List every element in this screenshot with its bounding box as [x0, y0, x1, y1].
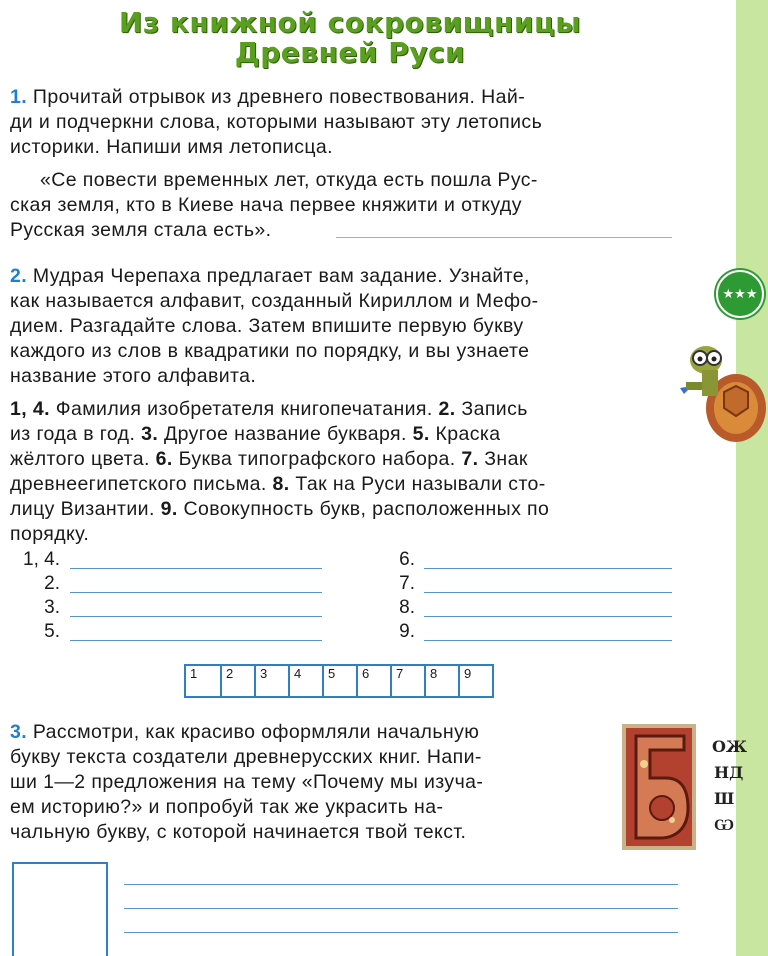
- ornament-text-1: ОЖ: [712, 737, 747, 756]
- task3-line-2: букву текста создатели древнерусских книг. Напи-: [10, 746, 482, 768]
- task2-line-2: как называется алфавит, созданный Кириллом и Мефо-: [10, 290, 539, 312]
- task3-line-5: чальную букву, с которой начинается твой текст.: [10, 821, 467, 843]
- wise-turtle-icon: [676, 330, 768, 450]
- task2-clue-line-2: из года в год. 3. Другое название букваря. 5. Краска: [10, 423, 501, 445]
- answer-label-1-4: 1, 4.: [23, 549, 60, 570]
- stars-badge-icon: ★★★: [716, 270, 764, 318]
- answer-label-3: 3.: [44, 597, 60, 618]
- task1-line-2: ди и подчеркни слова, которыми называют эту летопись: [10, 111, 543, 133]
- ornament-text-3: Ш: [714, 789, 735, 808]
- task2-clue-line-3: жёлтого цвета. 6. Буква типографского набора. 7. Знак: [10, 448, 528, 470]
- answer-line-6[interactable]: [424, 568, 672, 569]
- answer-line-1-4[interactable]: [70, 568, 322, 569]
- task2-clue-line-1: 1, 4. Фамилия изобретателя книгопечатания. 2. Запись: [10, 398, 528, 420]
- task3-write-line-1[interactable]: [124, 884, 678, 885]
- grid-cell-3[interactable]: 3: [254, 666, 288, 696]
- task1-quote-line-2: ская земля, кто в Киеве нача первее княжити и откуду: [10, 194, 522, 216]
- task1-number: 1.: [10, 86, 28, 108]
- task1-answer-line[interactable]: [336, 237, 672, 238]
- task2-clue-line-4: древнеегипетского письма. 8. Так на Руси называли сто-: [10, 473, 546, 495]
- grid-cell-1[interactable]: 1: [190, 666, 198, 681]
- task3-line-3: ши 1—2 предложения на тему «Почему мы изуча-: [10, 771, 484, 793]
- answer-label-9: 9.: [399, 621, 415, 642]
- grid-cell-7[interactable]: 7: [390, 666, 424, 696]
- answer-line-2[interactable]: [70, 592, 322, 593]
- task2-line-1: 2. Мудрая Черепаха предлагает вам задание. Узнайте,: [10, 265, 530, 287]
- answer-label-6: 6.: [399, 549, 415, 570]
- grid-cell-8[interactable]: 8: [424, 666, 458, 696]
- task3-write-line-2[interactable]: [124, 908, 678, 909]
- task2-number: 2.: [10, 265, 28, 287]
- task3-write-line-3[interactable]: [124, 932, 678, 933]
- task1-quote-line-3: Русская земля стала есть».: [10, 219, 272, 241]
- task2-clue-line-6: порядку.: [10, 523, 90, 545]
- task1-quote-line-1: «Се повести временных лет, откуда есть пошла Рус-: [40, 169, 538, 191]
- answer-label-2: 2.: [44, 573, 60, 594]
- ornament-text-2: НД: [714, 763, 744, 782]
- answer-label-8: 8.: [399, 597, 415, 618]
- answer-label-7: 7.: [399, 573, 415, 594]
- answer-label-5: 5.: [44, 621, 60, 642]
- initial-letter-drawing-box[interactable]: [12, 862, 108, 956]
- decorated-initial-letter-image: [622, 724, 762, 850]
- grid-cell-4[interactable]: 4: [288, 666, 322, 696]
- answer-line-5[interactable]: [70, 640, 322, 641]
- grid-cell-9[interactable]: 9: [458, 666, 492, 696]
- task2-line-5: название этого алфавита.: [10, 365, 257, 387]
- answer-line-8[interactable]: [424, 616, 672, 617]
- grid-cell-2[interactable]: 2: [220, 666, 254, 696]
- task3-number: 3.: [10, 721, 28, 743]
- task1-line-1: 1. Прочитай отрывок из древнего повествования. Най-: [10, 86, 526, 108]
- answer-line-7[interactable]: [424, 592, 672, 593]
- task2-line-3: дием. Разгадайте слова. Затем впишите первую букву: [10, 315, 524, 337]
- grid-cell-5[interactable]: 5: [322, 666, 356, 696]
- task3-line-4: ем историю?» и попробуй так же украсить на-: [10, 796, 444, 818]
- task1-line-3: историки. Напиши имя летописца.: [10, 136, 333, 158]
- alphabet-letter-grid: [184, 664, 494, 698]
- page-title-line-1: Из книжной сокровищницы: [118, 6, 582, 39]
- grid-cell-6[interactable]: 6: [356, 666, 390, 696]
- ornament-text-4: Ѡ: [714, 815, 735, 834]
- task2-clue-line-5: лицу Византии. 9. Совокупность букв, расположенных по: [10, 498, 550, 520]
- page-title-line-2: Древней Руси: [234, 36, 466, 69]
- task2-line-4: каждого из слов в квадратики по порядку, и вы узнаете: [10, 340, 530, 362]
- task3-line-1: 3. Рассмотри, как красиво оформляли начальную: [10, 721, 480, 743]
- answer-line-3[interactable]: [70, 616, 322, 617]
- answer-line-9[interactable]: [424, 640, 672, 641]
